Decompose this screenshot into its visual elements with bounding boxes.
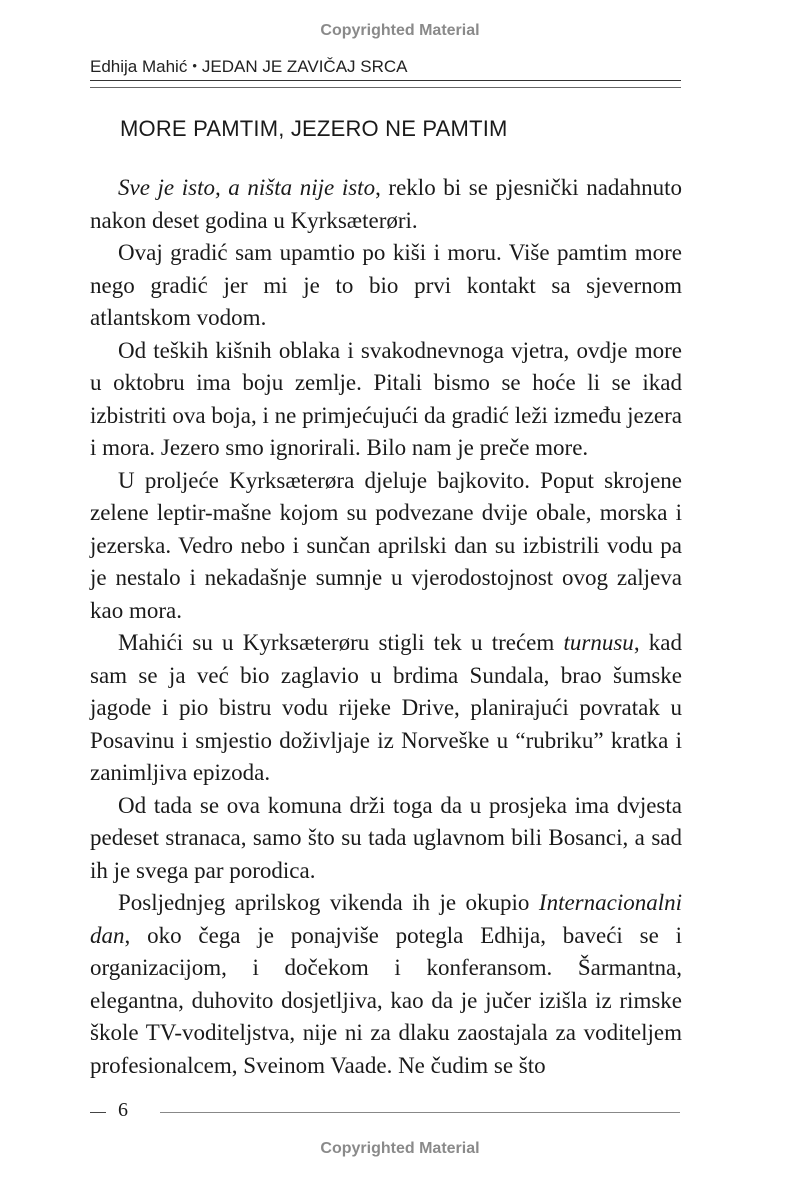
footer-rule bbox=[160, 1112, 680, 1113]
header-rule bbox=[90, 80, 681, 81]
paragraph: Od tada se ova komuna drži toga da u prosjeka ima dvjesta pedeset stranaca, samo što su tada uglavnom bili Bosanci, a sad ih je svega par porodica. bbox=[90, 792, 682, 883]
copyright-watermark-bottom: Copyrighted Material bbox=[320, 1140, 480, 1157]
paragraph: Sve je isto, a ništa nije isto, reklo bi se pjesnički nadahnuto nakon deset godina u Kyrksæterøri. bbox=[90, 175, 682, 233]
paragraph: Mahići su u Kyrksæterøru stigli tek u trećem turnusu, kad sam se ja već bio zaglavio u brdima Sundala, brao šumske jagode i pio bistru vodu rijeke Drive, planirajući povratak u Posavinu i smjestio doživljaje iz Norveške u “rubriku” kratka i zanimljiva epizoda. bbox=[90, 630, 682, 785]
footer-dash bbox=[90, 1112, 106, 1113]
running-header bbox=[90, 57, 408, 77]
header-bullet: • bbox=[192, 58, 197, 73]
page-number: 6 bbox=[118, 1099, 128, 1121]
chapter-title: MORE PAMTIM, JEZERO NE PAMTIM bbox=[120, 116, 508, 141]
header-rule-secondary bbox=[90, 87, 681, 88]
paragraph: Ovaj gradić sam upamtio po kiši i moru. Više pamtim more nego gradić jer mi je to bio prvi kontakt sa sjevernom atlantskom vodom. bbox=[90, 240, 682, 330]
paragraph: U proljeće Kyrksæterøra djeluje bajkovito. Poput skrojene zelene leptir-mašne kojom su podvezane dvije obale, morska i jezerska. Vedro nebo i sunčan aprilski dan su izbistrili vodu pa je nestalo i nekadašnje sumnje u vjerodostojnost ovog zaljeva kao mora. bbox=[90, 467, 682, 623]
paragraph: Od teških kišnih oblaka i svakodnevnoga vjetra, ovdje more u oktobru ima boju zemlje. Pitali bismo se hoće li se ikad izbistriti ova boja, i ne primjećujući da gradić leži između jezera i mora. Jezero smo ignorirali. Bilo nam je preče more. bbox=[90, 337, 683, 460]
paragraph: Posljednjeg aprilskog vikenda ih je okupio Internacionalni dan, oko čega je ponajviše potegla Edhija, baveći se i organizacijom, i dočekom i konferansom. Šarmantna, elegantna, duhovito dosjetljiva, kao da je jučer izišla iz rimske škole TV-voditeljstva, nije ni za dlaku zaostajala za voditeljem profesionalcem, Sveinom Vaade. Ne čudim se što bbox=[90, 890, 682, 1078]
copyright-watermark-top: Copyrighted Material bbox=[320, 22, 480, 39]
header-book-title: JEDAN JE ZAVIČAJ SRCA bbox=[201, 57, 408, 76]
header-author: Edhija Mahić bbox=[90, 57, 188, 76]
body-text bbox=[90, 172, 682, 1082]
